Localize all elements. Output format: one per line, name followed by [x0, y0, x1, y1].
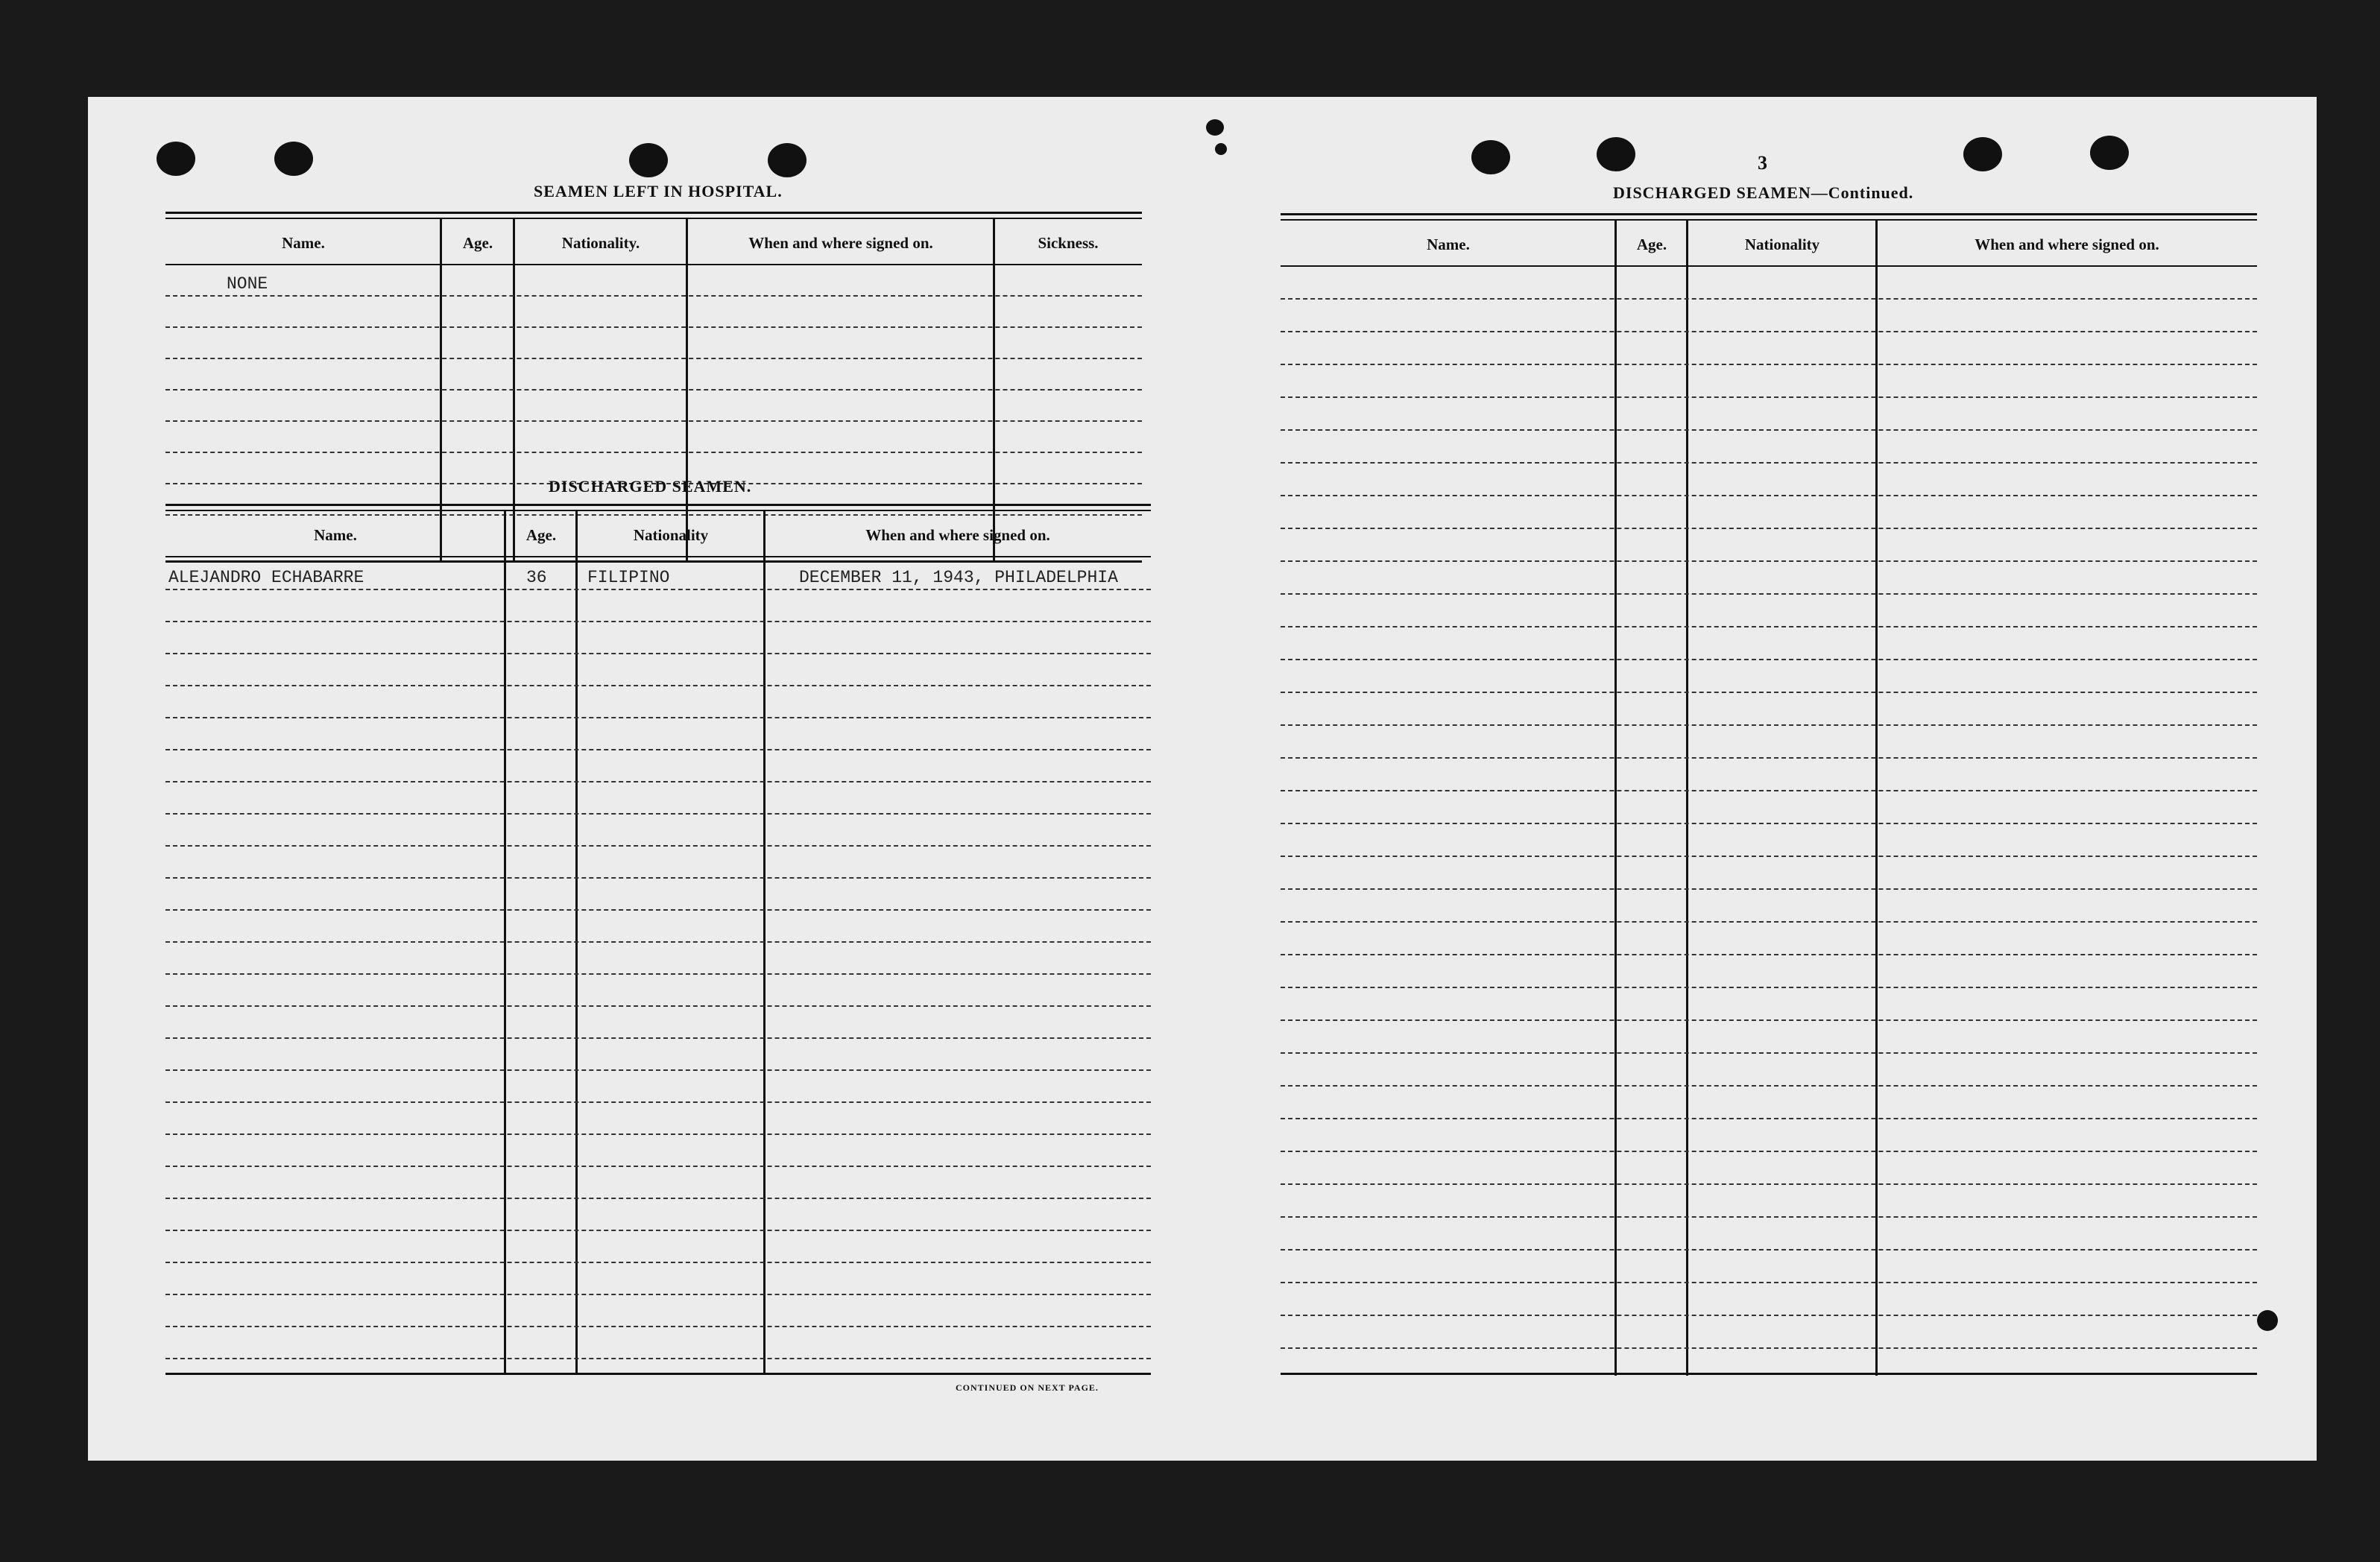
- hospital-section-title: SEAMEN LEFT IN HOSPITAL.: [534, 182, 783, 200]
- punch-hole: [1963, 137, 2002, 171]
- punch-hole: [629, 143, 668, 177]
- discharged-col-nationality: Nationality: [633, 526, 709, 544]
- hospital-col-signed-on: When and where signed on.: [748, 234, 933, 252]
- hospital-col-nationality: Nationality.: [561, 234, 640, 252]
- continued-note: CONTINUED ON NEXT PAGE.: [956, 1382, 1099, 1393]
- discharged-table: [165, 504, 1151, 1374]
- continued-section-title: DISCHARGED SEAMEN—Continued.: [1613, 183, 1914, 202]
- discharged-col-name: Name.: [314, 526, 357, 544]
- punch-hole: [1597, 137, 1635, 171]
- continued-col-nationality: Nationality: [1744, 235, 1820, 253]
- discharged-col-signed-on: When and where signed on.: [865, 526, 1050, 544]
- hospital-col-name: Name.: [282, 234, 325, 252]
- discharged-row-signed-on: DECEMBER 11, 1943, PHILADELPHIA: [799, 568, 1118, 587]
- page-number: 3: [1758, 152, 1767, 174]
- hospital-col-age: Age.: [462, 234, 493, 252]
- punch-hole: [2090, 136, 2129, 170]
- continued-col-age: Age.: [1636, 235, 1667, 253]
- discharged-row-name: ALEJANDRO ECHABARRE: [168, 568, 364, 587]
- punch-hole: [274, 142, 313, 176]
- hospital-col-sickness: Sickness.: [1038, 234, 1099, 252]
- discharged-row-age: 36: [526, 568, 547, 587]
- discharged-section-title: DISCHARGED SEAMEN.: [549, 477, 752, 496]
- continued-col-signed-on: When and where signed on.: [1975, 235, 2159, 253]
- discharged-row-nationality: FILIPINO: [587, 568, 670, 587]
- document-sheet: [88, 97, 2317, 1461]
- ink-spot: [1215, 143, 1227, 155]
- punch-hole: [1471, 140, 1510, 174]
- continued-table: [1281, 213, 2257, 1376]
- hospital-row-name: NONE: [227, 274, 268, 294]
- punch-hole: [157, 142, 195, 176]
- discharged-col-age: Age.: [525, 526, 557, 544]
- ink-spot: [1206, 119, 1224, 136]
- continued-col-name: Name.: [1427, 235, 1470, 253]
- punch-hole: [768, 143, 807, 177]
- ink-spot: [2257, 1310, 2278, 1331]
